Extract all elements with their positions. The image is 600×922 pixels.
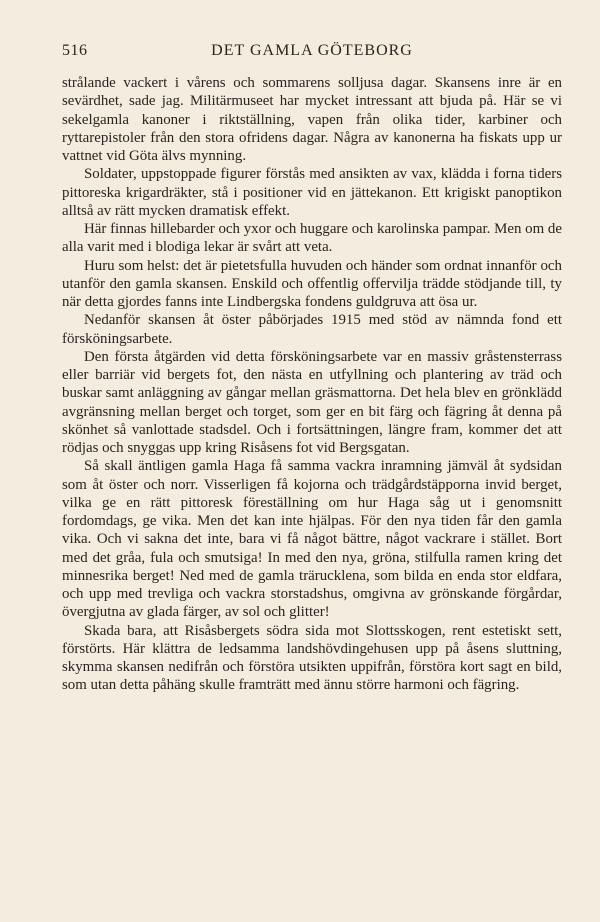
paragraph: Här finnas hillebarder och yxor och huggare och karolinska pampar. Men om de alla varit med i blodiga lekar är svårt att veta. (62, 221, 562, 256)
page-number: 516 (62, 42, 88, 59)
paragraph: strålande vackert i vårens och sommarens solljusa dagar. Skansens inre är en sevärdhet, sade jag. Militärmuseet har mycket intressant att bjuda på. Här se vi sekelgamla kanoner i riktställning, vapen från olika tider, karbiner och ryttarepistoler från den stora ofridens dagar. Några av kanonerna ha fiskats upp ur vattnet vid Göta älvs mynning. (62, 75, 562, 164)
paragraph: Skada bara, att Risåsbergets södra sida mot Slottsskogen, rent estetiskt sett, förstörts. Här klättra de ledsamma landshövdingehusen upp på åsens sluttning, skymma skansen nedifrån och förstöra utsikten uppifrån, förstöra kort sagt en bild, som utan detta påhäng skulle framträtt med ännu större harmoni och fägring. (62, 622, 562, 694)
paragraph: Soldater, uppstoppade figurer förstås med ansikten av vax, klädda i forna tiders pittoreska krigardräkter, stå i positioner vid en jättekanon. Ett krigiskt panoptikon alltså av rätt mycken dramatisk effekt. (62, 166, 562, 219)
paragraph: Huru som helst: det är pietetsfulla huvuden och händer som ordnat innanför och utanför den gamla skansen. Enskild och offentlig offervilja trädde stödjande till, ty när detta gjordes fanns inte Lindbergska fondens guldgruva att ösa ur. (62, 257, 562, 310)
page-header (62, 42, 562, 64)
paragraph: Den första åtgärden vid detta försköningsarbete var en massiv gråstensterrass eller barriär vid bergets fot, den nästa en utfyllning och plantering av träd och buskar samt anläggning av gångar mellan gräsmattorna. Det hela blev en grönklädd avgränsning mellan berget och torget, som ger en bit färg och fägring åt denna på skönhet så vanlottade stadsdel. Och i fortsättningen, längre fram, kommer det att rödjas och snyggas upp kring Risåsens fot vid Bergsgatan. (62, 348, 562, 456)
paragraph: Så skall äntligen gamla Haga få samma vackra inramning jämväl åt sydsidan som åt öster och norr. Visserligen få kojorna och trädgårdstäpporna invid berget, vilka ge en rätt pittoresk föreställning om hur Haga såg ut i genomsnitt fordomdags, ge vika. Men det kan inte hjälpas. För den nya tiden får den gamla vika. Och vi sakna det inte, bara vi få något bättre, något vackrare i stället. Bort med det gråa, fula och smutsiga! In med den nya, gröna, stilfulla ramen kring det minnesrika berget! Ned med de gamla trärucklena, som bilda en enda stor eldfara, och upp med trevliga och vackra storstadshus, omgivna av grönskande förgårdar, övergjutna av glada färger, av sol och glitter! (62, 458, 562, 621)
body-text (62, 74, 562, 695)
paragraph: Nedanför skansen åt öster påbörjades 1915 med stöd av nämnda fond ett försköningsarbete. (62, 312, 562, 347)
running-title: DET GAMLA GÖTEBORG (211, 42, 413, 59)
